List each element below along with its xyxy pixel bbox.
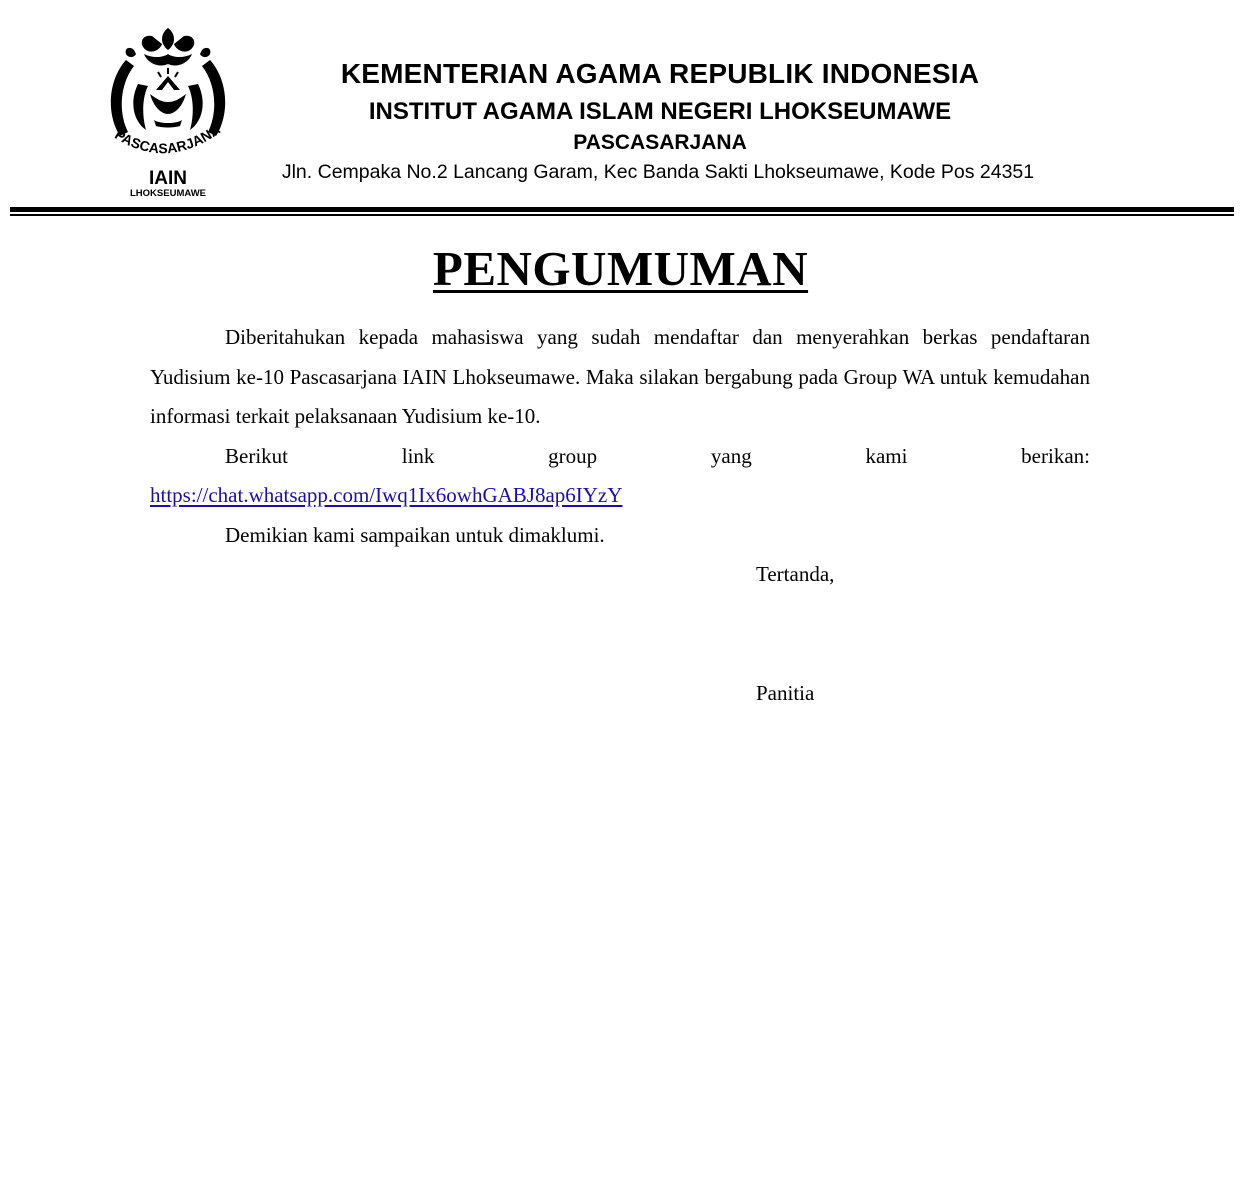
iain-lhokseumawe-emblem-icon (104, 24, 232, 200)
faculty-name: PASCASARJANA (573, 131, 747, 154)
letterhead-divider-thin (10, 214, 1234, 216)
logo-bottom-text: LHOKSEUMAWE (130, 188, 206, 199)
institution-address: Jln. Cempaka No.2 Lancang Garam, Kec Banda Sakti Lhokseumawe, Kode Pos 24351 (281, 161, 1035, 183)
signatory-name: Panitia (756, 681, 815, 705)
ministry-name: KEMENTERIAN AGAMA REPUBLIK INDONESIA (340, 58, 980, 89)
link-line (150, 476, 1090, 516)
institution-logo (104, 24, 232, 200)
whatsapp-group-link[interactable]: https://chat.whatsapp.com/Iwq1Ix6owhGABJ8ap6IYzY (150, 483, 623, 508)
logo-main-text: IAIN (149, 168, 187, 189)
paragraph-link (150, 437, 1090, 477)
institute-name: INSTITUT AGAMA ISLAM NEGERI LHOKSEUMAWE (368, 98, 952, 125)
announcement-body (150, 318, 1090, 556)
link-intro-text: Berikut link group yang kami berikan: (225, 443, 1090, 468)
letterhead-divider-thick (10, 207, 1234, 212)
logo-arc-text: PASCASARJANA (112, 121, 223, 157)
paragraph-intro: Diberitahukan kepada mahasiswa yang sudah mendaftar dan menyerahkan berkas pendaftaran Yudisium ke-10 Pascasarjana IAIN Lhokseumawe. Maka silakan bergabung pada Group WA untuk kemudahan informasi terkait pelaksanaan Yudisium ke-10. (150, 325, 1090, 429)
paragraph-closing: Demikian kami sampaikan untuk dimaklumi. (225, 522, 605, 547)
announcement-title: PENGUMUMAN (432, 241, 809, 296)
signature-closing: Tertanda, (756, 562, 835, 586)
